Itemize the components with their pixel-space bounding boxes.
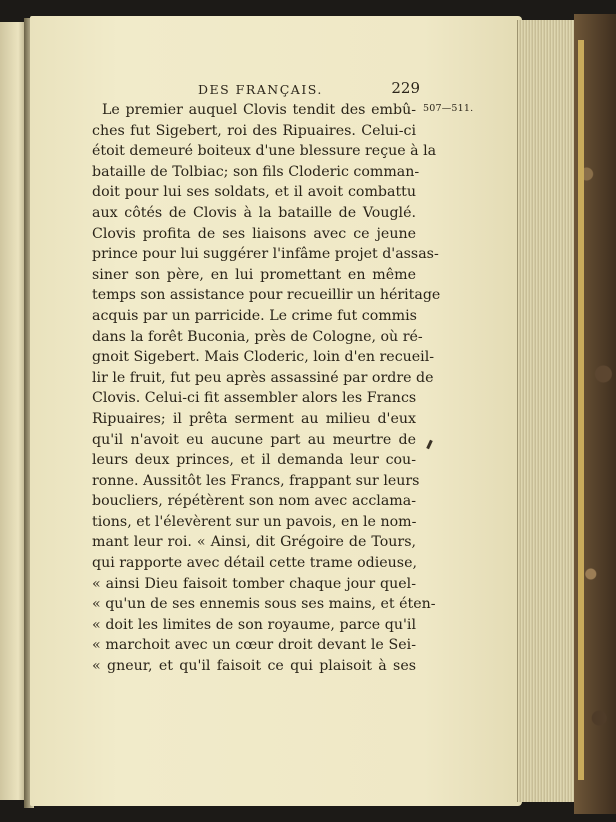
- text-line: mant leur roi. « Ainsi, dit Grégoire de Tours,: [92, 534, 416, 551]
- text-line: qu'il n'avoit eu aucune part au meurtre de: [92, 431, 416, 448]
- text-line: « qu'un de ses ennemis sous ses mains, et éten-: [92, 596, 436, 613]
- body-text: [92, 100, 441, 677]
- text-line: ches fut Sigebert, roi des Ripuaires. Celui-ci: [92, 122, 416, 139]
- text-line: bataille de Tolbiac; son fils Cloderic comman-: [92, 163, 420, 180]
- text-line: lir le fruit, fut peu après assassiné par ordre de: [92, 369, 434, 386]
- text-line: « gneur, et qu'il faisoit ce qui plaisoit à ses: [92, 658, 416, 675]
- page-block-edge: [517, 20, 576, 802]
- text-line: doit pour lui ses soldats, et il avoit combattu: [92, 184, 416, 201]
- text-line: acquis par un parricide. Le crime fut commis: [92, 307, 417, 324]
- page-number: 229: [391, 79, 420, 97]
- text-line: « ainsi Dieu faisoit tomber chaque jour quel-: [92, 575, 416, 592]
- text-line: Le premier auquel Clovis tendit des embû-: [102, 102, 416, 118]
- margin-date-note: 507—511.: [423, 103, 474, 114]
- page-header: [90, 80, 420, 100]
- text-line: Ripuaires; il prêta serment au milieu d'eux: [92, 410, 416, 427]
- text-line: « marchoit avec un cœur droit devant le Sei-: [92, 637, 416, 654]
- text-line: aux côtés de Clovis à la bataille de Vouglé.: [92, 204, 416, 221]
- text-line: tions, et l'élevèrent sur un pavois, en le nom-: [92, 513, 417, 530]
- text-line: « doit les limites de son royaume, parce qu'il: [92, 616, 416, 633]
- text-line: siner son père, en lui promettant en même: [92, 266, 416, 283]
- text-line: prince pour lui suggérer l'infâme projet d'assas-: [92, 246, 439, 263]
- text-line: boucliers, répétèrent son nom avec acclama-: [92, 493, 416, 510]
- text-line: dans la forêt Buconia, près de Cologne, où ré-: [92, 328, 423, 345]
- running-head: DES FRANÇAIS.: [198, 82, 323, 97]
- text-line: temps son assistance pour recueillir un héritage: [92, 287, 441, 304]
- text-line: Clovis profita de ses liaisons avec ce jeune: [92, 225, 416, 242]
- text-line: étoit demeuré boiteux d'une blessure reçue à la: [92, 143, 437, 160]
- text-line: leurs deux princes, et il demanda leur cou-: [92, 452, 416, 469]
- text-line: ronne. Aussitôt les Francs, frappant sur leurs: [92, 472, 420, 489]
- facing-page-edge: [0, 22, 26, 800]
- text-line: Clovis. Celui-ci fit assembler alors les Francs: [92, 390, 417, 407]
- text-line: qui rapporte avec détail cette trame odieuse,: [92, 555, 417, 572]
- cover-gilt-strip: [578, 40, 584, 780]
- text-line: gnoit Sigebert. Mais Cloderic, loin d'en recueil-: [92, 349, 435, 366]
